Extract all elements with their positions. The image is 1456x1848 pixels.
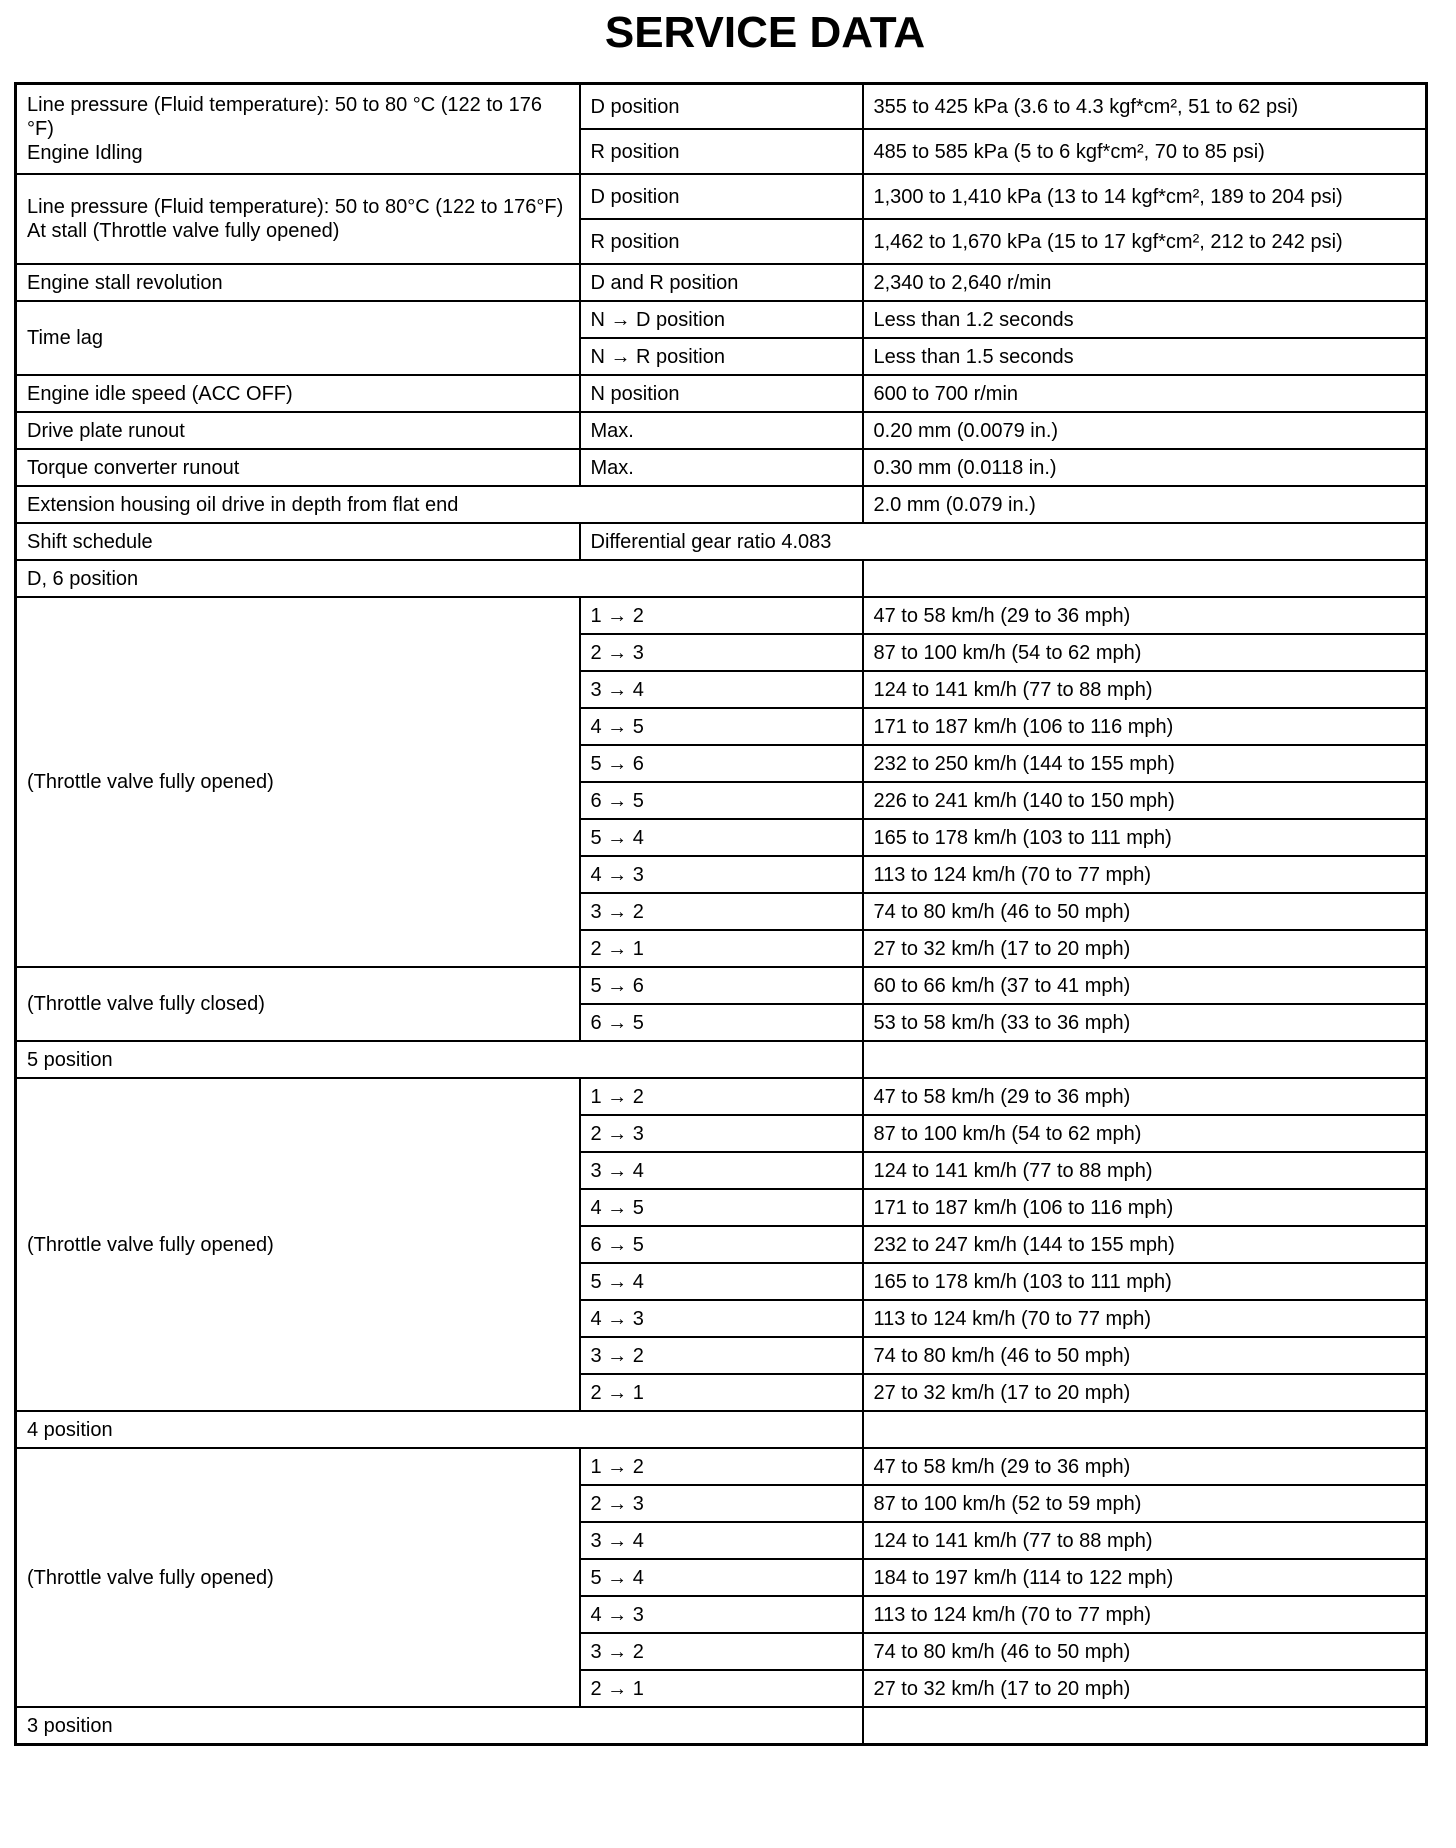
spec-value: 1,300 to 1,410 kPa (13 to 14 kgf*cm², 189 to 204 psi) [863, 174, 1427, 219]
spec-value: 0.30 mm (0.0118 in.) [863, 449, 1427, 486]
spec-value: 165 to 178 km/h (103 to 111 mph) [863, 1263, 1427, 1300]
condition-cell: 2 → 3 [580, 634, 863, 671]
table-body [16, 84, 1427, 1745]
item-label: Engine idle speed (ACC OFF) [16, 375, 580, 412]
condition-cell: 5 → 4 [580, 1263, 863, 1300]
spec-value: 74 to 80 km/h (46 to 50 mph) [863, 1633, 1427, 1670]
spec-value: 113 to 124 km/h (70 to 77 mph) [863, 856, 1427, 893]
spec-value: 60 to 66 km/h (37 to 41 mph) [863, 967, 1427, 1004]
item-label: Drive plate runout [16, 412, 580, 449]
spec-value: Less than 1.5 seconds [863, 338, 1427, 375]
spec-value: 87 to 100 km/h (54 to 62 mph) [863, 634, 1427, 671]
spec-value: 165 to 178 km/h (103 to 111 mph) [863, 819, 1427, 856]
spec-value: 27 to 32 km/h (17 to 20 mph) [863, 1374, 1427, 1411]
item-label: Engine stall revolution [16, 264, 580, 301]
condition-cell: 1 → 2 [580, 597, 863, 634]
table-row [16, 486, 1427, 523]
item-label: Torque converter runout [16, 449, 580, 486]
condition-cell: D position [580, 174, 863, 219]
spec-value: 1,462 to 1,670 kPa (15 to 17 kgf*cm², 212 to 242 psi) [863, 219, 1427, 264]
table-row [16, 174, 1427, 219]
item-label: 4 position [16, 1411, 863, 1448]
table-row [16, 967, 1427, 1004]
condition-cell: Max. [580, 449, 863, 486]
condition-cell: 2 → 1 [580, 1374, 863, 1411]
condition-cell: 6 → 5 [580, 1004, 863, 1041]
table-row [16, 1448, 1427, 1485]
table-row [16, 301, 1427, 338]
spec-value: 113 to 124 km/h (70 to 77 mph) [863, 1300, 1427, 1337]
item-label: Shift schedule [16, 523, 580, 560]
condition-cell: 4 → 3 [580, 1300, 863, 1337]
spec-value: 232 to 250 km/h (144 to 155 mph) [863, 745, 1427, 782]
condition-cell: 3 → 4 [580, 671, 863, 708]
condition-cell: D position [580, 84, 863, 130]
condition-cell: N → R position [580, 338, 863, 375]
item-label: (Throttle valve fully opened) [16, 1448, 580, 1707]
spec-value [863, 1041, 1427, 1078]
condition-cell: 5 → 4 [580, 1559, 863, 1596]
spec-value: 171 to 187 km/h (106 to 116 mph) [863, 708, 1427, 745]
item-label: Line pressure (Fluid temperature): 50 to 80°C (122 to 176°F) At stall (Throttle valve fully opened) [16, 174, 580, 264]
condition-cell: 3 → 2 [580, 893, 863, 930]
condition-cell: 2 → 3 [580, 1485, 863, 1522]
condition-cell: 1 → 2 [580, 1078, 863, 1115]
spec-value: 113 to 124 km/h (70 to 77 mph) [863, 1596, 1427, 1633]
spec-value: Less than 1.2 seconds [863, 301, 1427, 338]
spec-value: 124 to 141 km/h (77 to 88 mph) [863, 671, 1427, 708]
condition-cell: N → D position [580, 301, 863, 338]
spec-value: 47 to 58 km/h (29 to 36 mph) [863, 1448, 1427, 1485]
spec-value: 184 to 197 km/h (114 to 122 mph) [863, 1559, 1427, 1596]
spec-value: 485 to 585 kPa (5 to 6 kgf*cm², 70 to 85 psi) [863, 129, 1427, 174]
table-row [16, 560, 1427, 597]
item-label: Time lag [16, 301, 580, 375]
item-label: Extension housing oil drive in depth from flat end [16, 486, 863, 523]
spec-value: 74 to 80 km/h (46 to 50 mph) [863, 1337, 1427, 1374]
service-data-table [14, 82, 1428, 1746]
spec-value: 47 to 58 km/h (29 to 36 mph) [863, 597, 1427, 634]
item-label: 5 position [16, 1041, 863, 1078]
spec-value: 2,340 to 2,640 r/min [863, 264, 1427, 301]
condition-cell: 5 → 6 [580, 745, 863, 782]
spec-value: 87 to 100 km/h (52 to 59 mph) [863, 1485, 1427, 1522]
condition-cell: 6 → 5 [580, 1226, 863, 1263]
condition-value: Differential gear ratio 4.083 [580, 523, 1427, 560]
table-row [16, 449, 1427, 486]
condition-cell: 2 → 3 [580, 1115, 863, 1152]
condition-cell: 4 → 3 [580, 1596, 863, 1633]
table-row [16, 84, 1427, 130]
spec-value: 74 to 80 km/h (46 to 50 mph) [863, 893, 1427, 930]
item-label: (Throttle valve fully closed) [16, 967, 580, 1041]
spec-value: 2.0 mm (0.079 in.) [863, 486, 1427, 523]
spec-value: 27 to 32 km/h (17 to 20 mph) [863, 930, 1427, 967]
condition-cell: 3 → 2 [580, 1633, 863, 1670]
spec-value: 232 to 247 km/h (144 to 155 mph) [863, 1226, 1427, 1263]
table-row [16, 597, 1427, 634]
condition-cell: N position [580, 375, 863, 412]
table-row [16, 1078, 1427, 1115]
spec-value: 600 to 700 r/min [863, 375, 1427, 412]
table-row [16, 1707, 1427, 1745]
condition-cell: 4 → 5 [580, 1189, 863, 1226]
condition-cell: 2 → 1 [580, 1670, 863, 1707]
condition-cell: 6 → 5 [580, 782, 863, 819]
spec-value [863, 1411, 1427, 1448]
condition-cell: 2 → 1 [580, 930, 863, 967]
spec-value [863, 1707, 1427, 1745]
condition-cell: 3 → 4 [580, 1152, 863, 1189]
table-row [16, 375, 1427, 412]
table-row [16, 264, 1427, 301]
condition-cell: Max. [580, 412, 863, 449]
page-title: SERVICE DATA [604, 8, 926, 57]
table-row [16, 1411, 1427, 1448]
table-row [16, 523, 1427, 560]
condition-cell: 4 → 3 [580, 856, 863, 893]
item-label: Line pressure (Fluid temperature): 50 to 80 °C (122 to 176 °F) Engine Idling [16, 84, 580, 175]
spec-value: 124 to 141 km/h (77 to 88 mph) [863, 1152, 1427, 1189]
condition-cell: R position [580, 219, 863, 264]
condition-cell: D and R position [580, 264, 863, 301]
condition-cell: 3 → 4 [580, 1522, 863, 1559]
condition-cell: 5 → 6 [580, 967, 863, 1004]
table-row [16, 1041, 1427, 1078]
condition-cell: 3 → 2 [580, 1337, 863, 1374]
item-label: 3 position [16, 1707, 863, 1745]
item-label: (Throttle valve fully opened) [16, 597, 580, 967]
spec-value: 53 to 58 km/h (33 to 36 mph) [863, 1004, 1427, 1041]
condition-cell: 4 → 5 [580, 708, 863, 745]
item-label: (Throttle valve fully opened) [16, 1078, 580, 1411]
spec-value: 171 to 187 km/h (106 to 116 mph) [863, 1189, 1427, 1226]
spec-value [863, 560, 1427, 597]
condition-cell: 1 → 2 [580, 1448, 863, 1485]
spec-value: 226 to 241 km/h (140 to 150 mph) [863, 782, 1427, 819]
condition-cell: 5 → 4 [580, 819, 863, 856]
item-label: D, 6 position [16, 560, 863, 597]
spec-value: 124 to 141 km/h (77 to 88 mph) [863, 1522, 1427, 1559]
condition-cell: R position [580, 129, 863, 174]
spec-value: 0.20 mm (0.0079 in.) [863, 412, 1427, 449]
table-row [16, 412, 1427, 449]
spec-value: 355 to 425 kPa (3.6 to 4.3 kgf*cm², 51 to 62 psi) [863, 84, 1427, 130]
spec-value: 47 to 58 km/h (29 to 36 mph) [863, 1078, 1427, 1115]
spec-value: 27 to 32 km/h (17 to 20 mph) [863, 1670, 1427, 1707]
spec-value: 87 to 100 km/h (54 to 62 mph) [863, 1115, 1427, 1152]
